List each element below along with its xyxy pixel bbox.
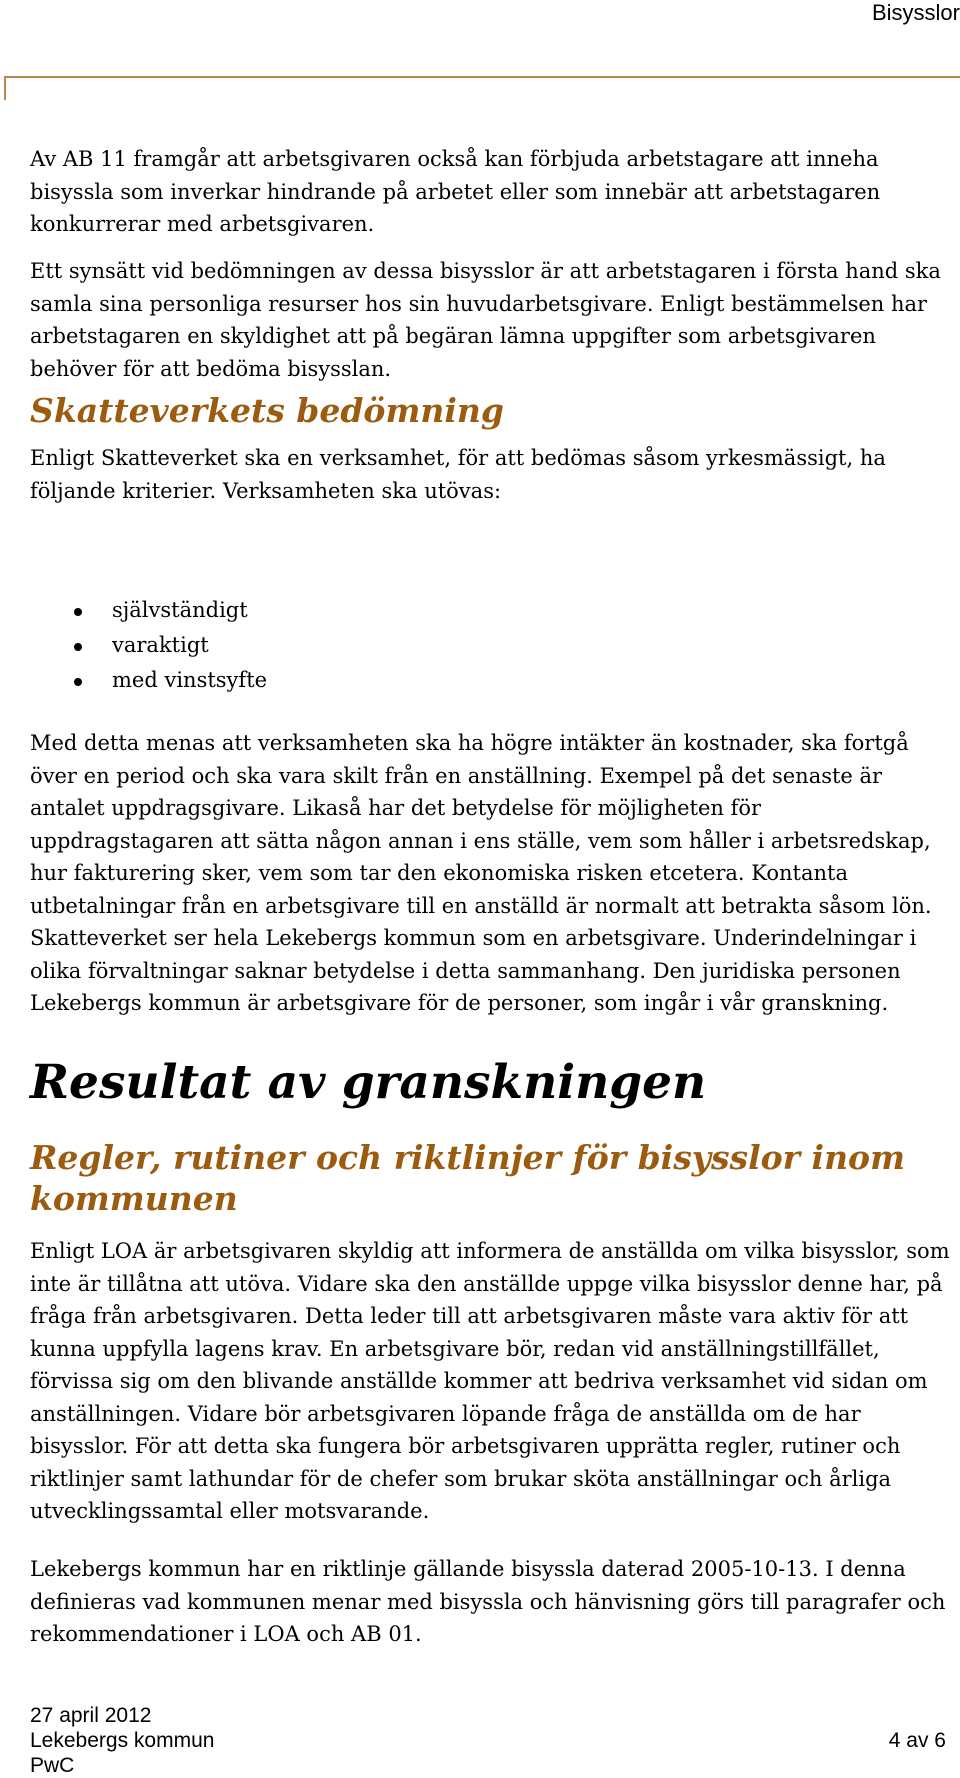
page-number: 4 av 6 [888,1729,946,1752]
paragraph-enligt-loa: Enligt LOA är arbetsgivaren skyldig att informera de anställda om vilka bisysslor, som inte är tillåtna att utöva. Vidare ska den anställde uppge vilka bisysslor denne har, på fråga från arbetsgivaren. Detta leder till att arbetsgivaren måste vara aktiv för att kunna uppfylla lagens krav. En arbetsgivare bör, redan vid anställningstillfället, förvissa sig om den blivande anställde kommer att bedriva verksamhet vid sidan om anställningen. Vidare bör arbetsgivaren löpande fråga de anställda om de har bisysslor. För att detta ska fungera bör arbetsgivaren upprätta regler, rutiner och riktlinjer samt lathundar för de chefer som brukar sköta anställningar och årliga utvecklingssamtal eller motsvarande. [30,1239,950,1523]
header-rule-tick [4,76,6,100]
paragraph-synsatt: Ett synsätt vid bedömningen av dessa bisysslor är att arbetstagaren i första hand ska samla sina personliga resurser hos sin huvudarbetsgivare. Enligt bestämmelsen har arbetstagaren en skyldighet att på begäran lämna uppgifter som arbetsgivaren behöver för att bedöma bisysslan. [30,259,941,381]
bullet-icon [74,608,82,616]
footer-date: 27 april 2012 [30,1704,152,1727]
paragraph-skatteverket-kriterier: Enligt Skatteverket ska en verksamhet, för att bedömas såsom yrkesmässigt, ha följande kriterier. Verksamheten ska utövas: [30,446,886,503]
footer-firm: PwC [30,1754,75,1777]
list-item: självständigt [30,593,267,628]
footer-block [30,1703,214,1778]
heading-skatteverkets-bedomning: Skatteverkets bedömning [30,391,504,430]
list-item: varaktigt [30,628,267,663]
paragraph-riktlinje: Lekebergs kommun har en riktlinje gällande bisyssla daterad 2005-10-13. I denna definieras vad kommunen menar med bisyssla och hänvisning görs till paragrafer och rekommendationer i LOA och AB 01. [30,1557,946,1646]
bullet-icon [74,643,82,651]
footer-organization: Lekebergs kommun [30,1729,215,1752]
paragraph-ab11: Av AB 11 framgår att arbetsgivaren också kan förbjuda arbetstagare att inneha bisyssla som inverkar hindrande på arbetet eller som innebär att arbetstagaren konkurrerar med arbetsgivaren. [30,147,881,236]
criteria-list [30,593,267,698]
bullet-icon [74,678,82,686]
list-item: med vinstsyfte [30,663,267,698]
paragraph-med-detta-menas: Med detta menas att verksamheten ska ha högre intäkter än kostnader, ska fortgå över en period och ska vara skilt från en anställning. Exempel på det senaste är antalet uppdragsgivare. Likaså har det betydelse för möjligheten för uppdragstagaren att sätta någon annan i ens ställe, vem som håller i arbetsredskap, hur fakturering sker, vem som tar den ekonomiska risken etcetera. Kontanta utbetalningar från en arbetsgivare till en anställd är normalt att betrakta såsom lön. Skatteverket ser hela Lekebergs kommun som en arbetsgivare. Underindelningar i olika förvaltningar saknar betydelse i detta sammanhang. Den juridiska personen Lekebergs kommun är arbetsgivare för de personer, som ingår i vår granskning. [30,731,932,1015]
running-header-title: Bisysslor [871,0,960,25]
header-rule [4,76,960,78]
heading-resultat: Resultat av granskningen [30,1055,707,1110]
heading-regler-rutiner: Regler, rutiner och riktlinjer för bisysslor inom kommunen [30,1138,905,1218]
